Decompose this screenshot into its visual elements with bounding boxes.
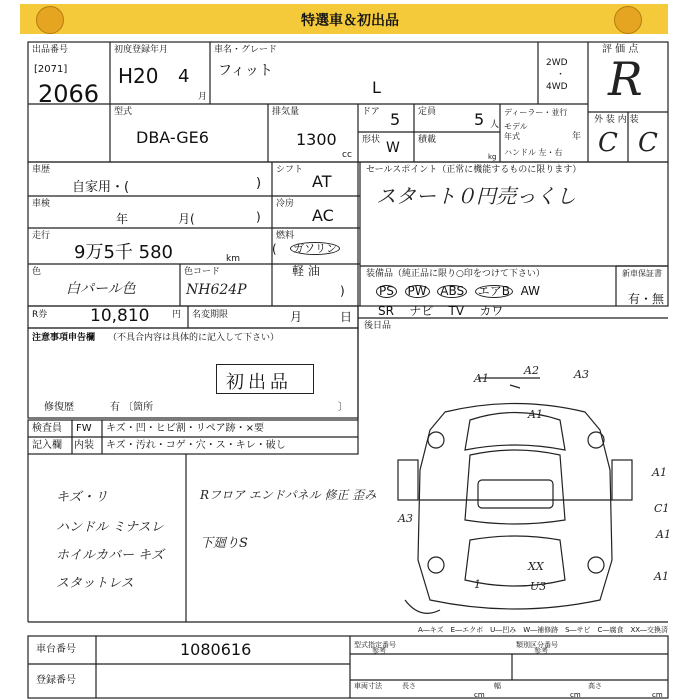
legend: A―キズ E―エクボ U―凹み W―補修跡 S―サビ C―腐食 XX―交換済 <box>418 626 669 634</box>
model-value: DBA-GE6 <box>136 128 209 147</box>
capacity-unit: 人 <box>490 120 500 130</box>
displacement-label: 排気量 <box>272 107 300 117</box>
car-diagram <box>398 378 632 613</box>
doors-label: ドア <box>362 107 380 117</box>
notes-stamp-text: 初出品 <box>226 372 292 393</box>
score-label: 評 価 点 <box>602 44 639 55</box>
doors-value: 5 <box>390 110 401 129</box>
score-interior: C <box>638 128 658 158</box>
load-unit: kg <box>488 153 497 161</box>
repair-close: 〕 <box>338 402 348 413</box>
warranty-label: 新車保証書 <box>622 269 662 278</box>
rear-seat-label: 後日品 <box>364 321 392 331</box>
dims-hgt-unit: cm <box>652 691 663 699</box>
color-label: 色 <box>32 267 42 277</box>
drive-option1: 2WD <box>546 58 568 68</box>
mileage-unit: km <box>226 254 240 264</box>
inspection-table-label2: 記入欄 <box>32 440 62 451</box>
inspection-month: 月( <box>178 212 195 226</box>
equipment-tv: TV <box>448 304 465 318</box>
diagram-mark: XX <box>528 560 544 573</box>
equipment-ps: PS <box>376 285 397 298</box>
chassis-label: 車台番号 <box>36 644 76 655</box>
recycle-unit: 円 <box>172 310 182 320</box>
diagram-mark: A1 <box>654 570 669 583</box>
notes-label: 注意事項申告欄 <box>32 333 96 343</box>
fuel-option1-circle: ガソリン <box>290 242 340 255</box>
diagram-mark: A1 <box>652 466 667 479</box>
fuel-option1 <box>290 242 340 255</box>
car-label: 車名・グレード <box>214 45 278 55</box>
repair-label: 修復歴 <box>44 402 74 413</box>
diagram-mark: C1 <box>654 502 670 515</box>
type-ref: 参考 <box>372 647 386 655</box>
shape-value: W <box>386 140 400 156</box>
dims-hgt: 高さ <box>588 682 602 690</box>
color-code-label: 色コード <box>184 267 221 277</box>
fw-label: FW <box>76 423 92 434</box>
mileage-label: 走行 <box>32 231 51 241</box>
dealer-model-label: モデル <box>504 122 528 131</box>
shape-label: 形状 <box>362 135 381 145</box>
displacement-value: 1300 <box>296 130 337 149</box>
diagram-mark: A3 <box>574 368 589 381</box>
meigi-label: 名変期限 <box>192 310 229 320</box>
dims-wid: 幅 <box>494 682 501 690</box>
handwritten-note: ホイルカバー キズ <box>56 548 164 563</box>
dealer-year-unit: 年 <box>572 132 582 142</box>
registration-month-unit: 月 <box>198 92 208 102</box>
registration-month: 4 <box>178 66 190 87</box>
equipment-row2 <box>378 302 503 319</box>
equipment-pw: PW <box>405 285 430 298</box>
car-grade: L <box>372 78 381 97</box>
handwritten-note: ハンドル ミナスレ <box>56 520 164 535</box>
model-label: 型式 <box>114 107 133 117</box>
drive-dot: ・ <box>556 70 566 80</box>
banner-title: 特選車＆初出品 <box>301 13 399 29</box>
equipment-row1 <box>376 284 540 298</box>
score-value: R <box>608 52 643 106</box>
load-label: 積載 <box>418 135 437 145</box>
score-ext-int-label: 外 装 内 装 <box>594 115 639 125</box>
sales-label: セールスポイント（正常に機能するものに限ります） <box>366 165 582 175</box>
displacement-unit: cc <box>342 150 352 160</box>
registration-label: 初度登録年月 <box>114 45 169 55</box>
diagram-mark: A1 <box>656 528 671 541</box>
dims-wid-unit: cm <box>570 691 581 699</box>
fw-items: キズ・凹・ヒビ割・リペア跡・×要 <box>106 423 264 434</box>
score-exterior: C <box>598 128 618 158</box>
regno-label: 登録番号 <box>36 675 76 686</box>
int-label: 内装 <box>74 440 94 451</box>
inspection-table-label1: 検査員 <box>32 423 62 434</box>
lot-number: 2066 <box>38 80 100 108</box>
color-code: NH624P <box>186 282 247 298</box>
equipment-sr: SR <box>378 304 394 318</box>
fuel-paren-close: ) <box>340 284 345 298</box>
equipment-airbag: エアB <box>475 285 513 298</box>
diagram-mark: A1 <box>474 372 489 385</box>
handwritten-note: キズ・リ <box>56 490 108 505</box>
sales-text: スタート０円売っくし <box>376 184 576 208</box>
dealer-model-label2: 年式 <box>504 132 520 141</box>
ac-label: 冷房 <box>276 199 295 209</box>
fuel-paren-open: ( <box>272 242 277 256</box>
equipment-navi: ナビ <box>409 304 434 318</box>
history-close: ) <box>256 176 262 191</box>
mileage-value: 9万5千 580 <box>74 242 173 263</box>
history-label: 車歴 <box>32 165 51 175</box>
equipment-label: 装備品（純正品に限り○印をつけて下さい） <box>366 269 545 279</box>
inspection-close: ) <box>256 210 261 224</box>
warranty-value: 有・無 <box>628 292 665 306</box>
chassis-value: 1080616 <box>180 640 252 659</box>
handwritten-note-right: Rフロア エンドパネル 修正 歪み <box>200 488 377 502</box>
meigi-day: 日 <box>340 310 353 324</box>
diagram-mark: A2 <box>524 364 539 377</box>
history-value: 自家用・( <box>72 180 130 195</box>
recycle-label: R券 <box>32 310 48 320</box>
type-label: 型式指定番号 <box>354 641 396 649</box>
notes-sub: （不具合内容は具体的に記入して下さい） <box>108 333 280 343</box>
handwritten-note-right: 下廻りS <box>200 536 248 551</box>
meigi-month: 月 <box>290 310 303 324</box>
ac-value: AC <box>312 206 334 225</box>
inspection-year: 年 <box>116 212 129 226</box>
inspection-label: 車検 <box>32 199 51 209</box>
int-items: キズ・汚れ・コゲ・穴・ス・キレ・破し <box>106 440 286 451</box>
dims-label: 車両寸法 <box>354 682 382 690</box>
category-label: 類別区分番号 <box>516 641 558 649</box>
fuel-label: 燃料 <box>276 231 295 241</box>
diagram-mark: 1 <box>474 578 481 591</box>
equipment-leather: カワ <box>479 304 504 318</box>
diagram-mark: A1 <box>528 408 543 421</box>
fuel-option2: 軽 油 <box>292 264 320 278</box>
shift-label: シフト <box>276 165 304 175</box>
car-name: フィット <box>218 63 273 79</box>
equipment-abs: ABS <box>437 285 467 298</box>
dealer-label: ディーラー・並行 <box>504 108 568 117</box>
category-ref: 参考 <box>534 647 548 655</box>
equipment-aw: AW <box>520 284 541 298</box>
diagram-mark: A3 <box>398 512 413 525</box>
registration-era-year: H20 <box>118 64 159 88</box>
handwritten-note: スタットレス <box>56 576 134 591</box>
dims-len-unit: cm <box>474 691 485 699</box>
dims-len: 長さ <box>402 682 416 690</box>
capacity-label: 定員 <box>418 107 437 117</box>
capacity-value: 5 <box>474 110 485 129</box>
shift-value: AT <box>312 172 332 191</box>
color-value: 白パール色 <box>66 281 136 297</box>
drive-option2: 4WD <box>546 82 568 92</box>
repair-value: 有 〔箇所 <box>110 402 154 413</box>
lot-label: 出品番号 <box>32 45 69 55</box>
recycle-value: 10,810 <box>90 306 150 326</box>
lot-ref: [2071] <box>34 64 68 75</box>
diagram-mark: U3 <box>530 580 547 593</box>
handle-label: ハンドル 左・右 <box>504 148 563 157</box>
